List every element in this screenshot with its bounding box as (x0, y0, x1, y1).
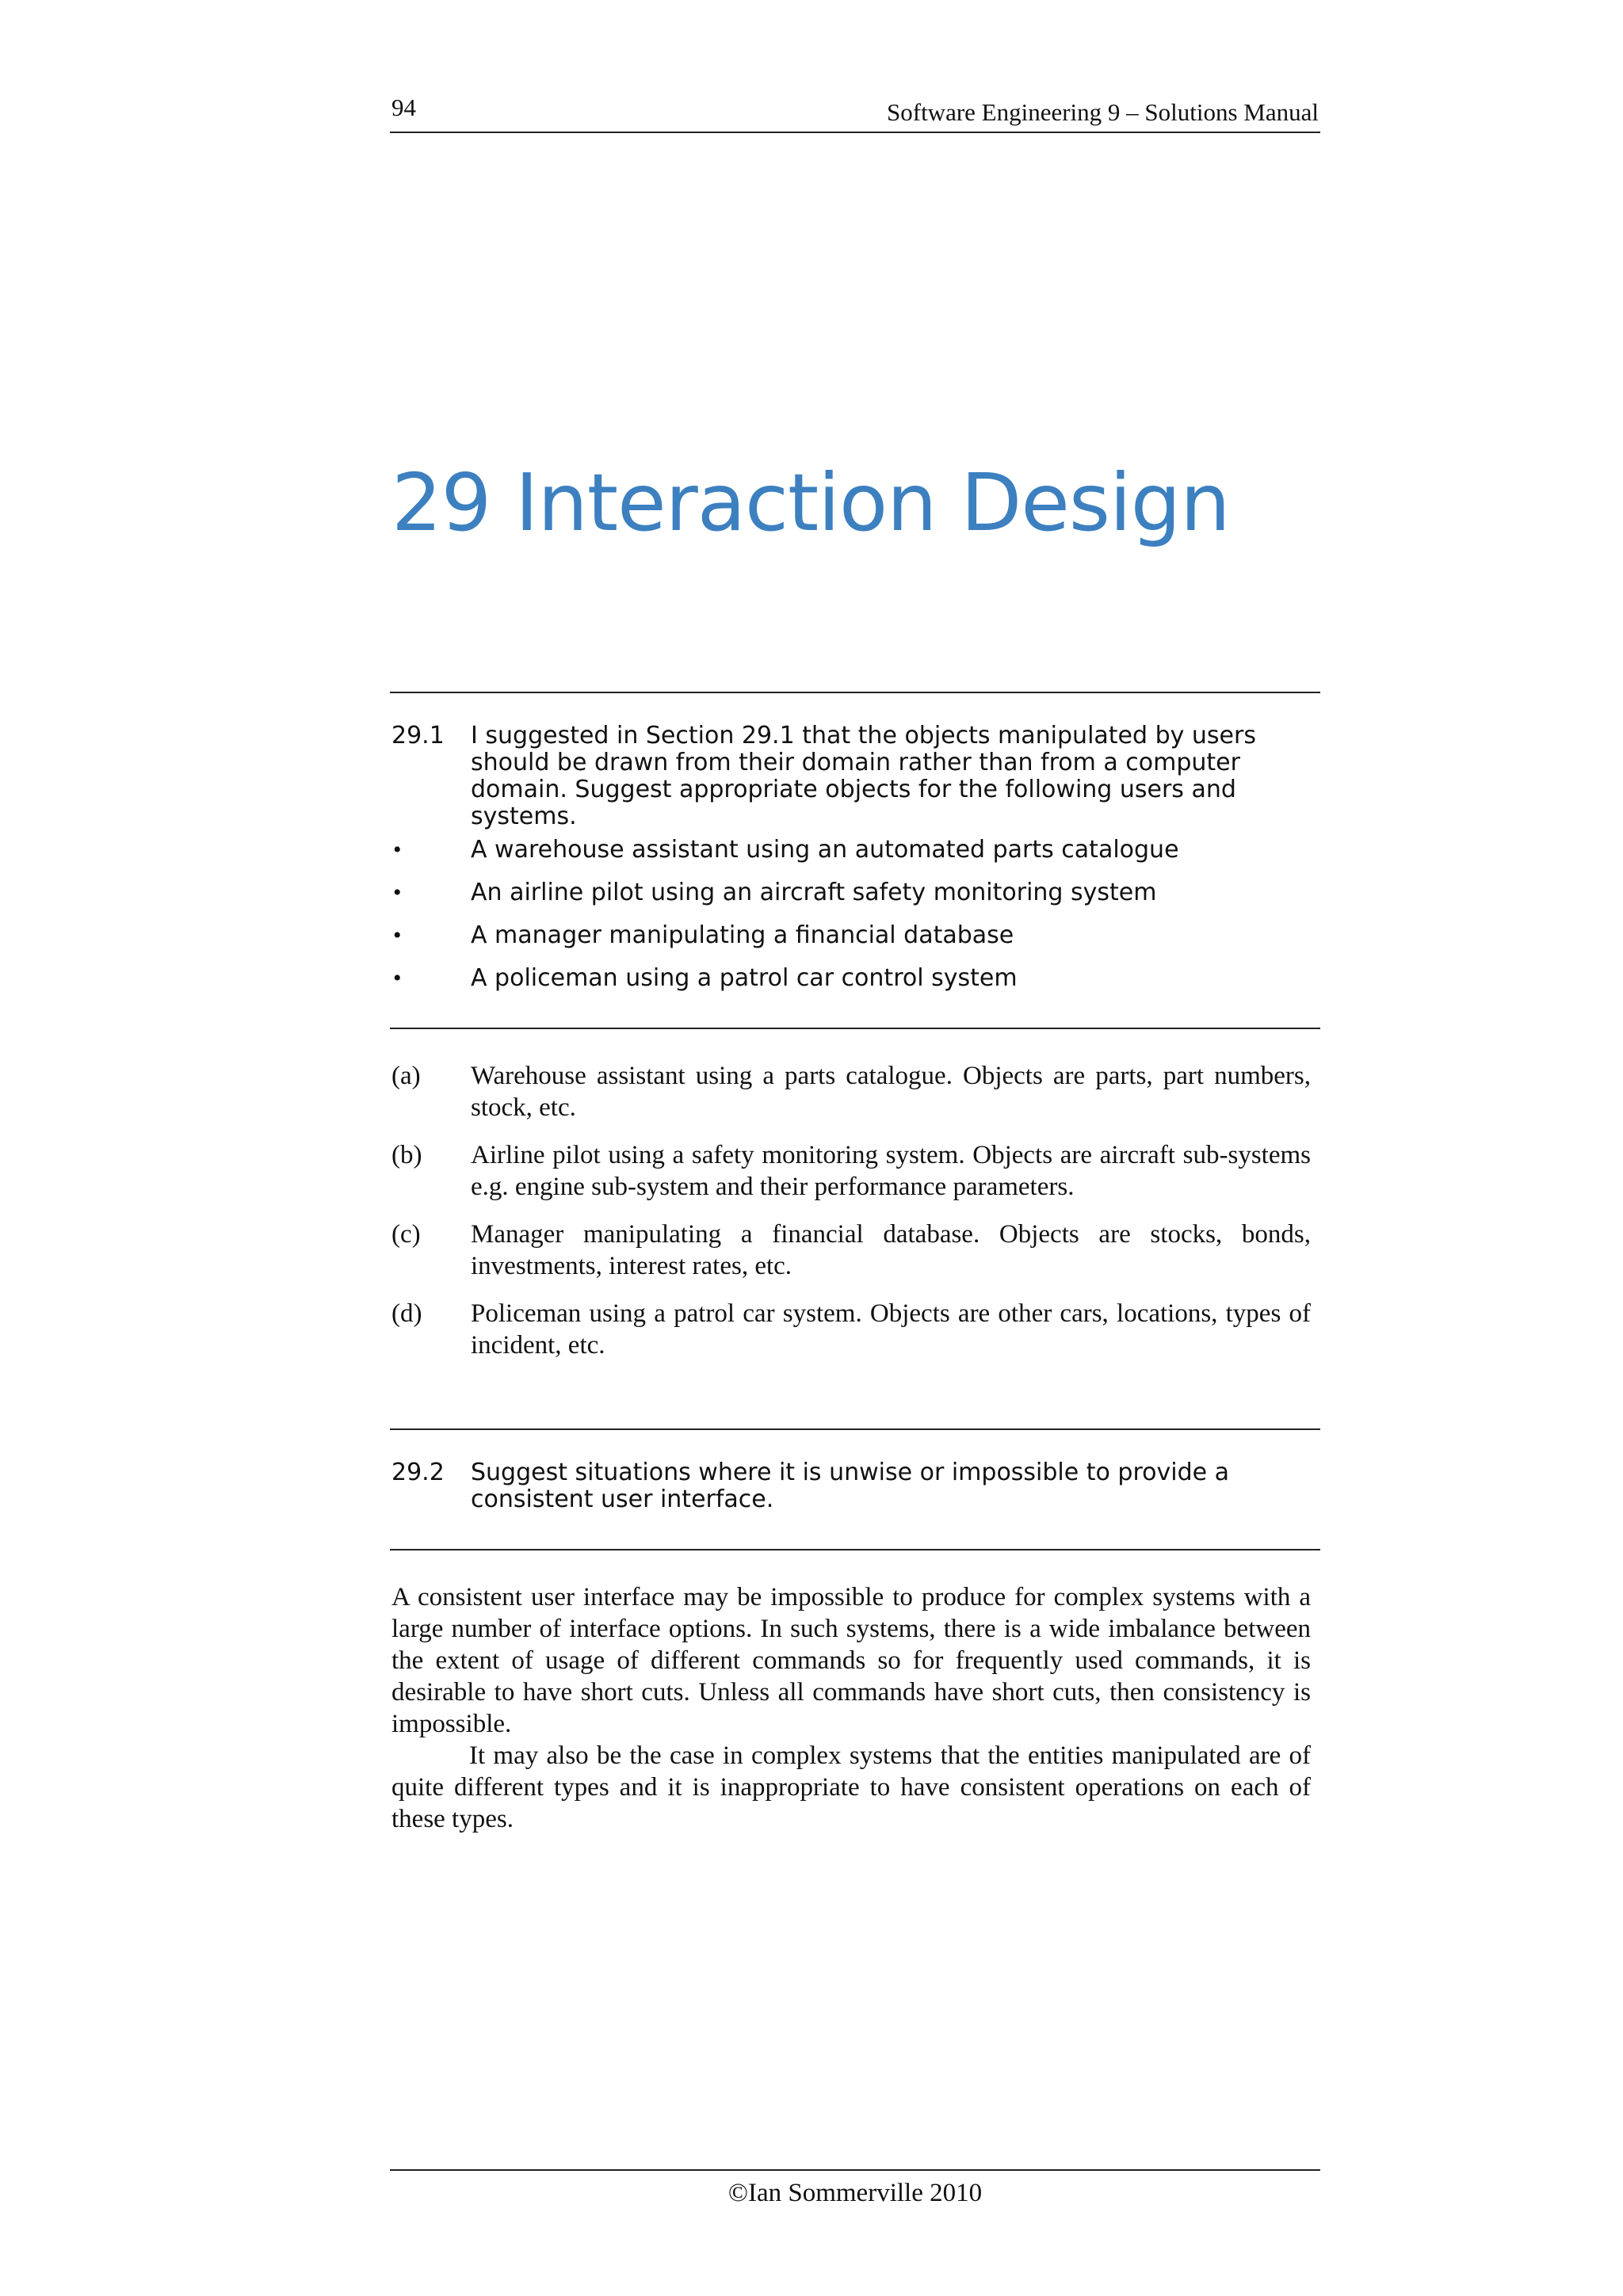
answer-2 (391, 1581, 1311, 1835)
footer-copyright: ©Ian Sommerville 2010 (727, 2179, 983, 2207)
answer-label: (b) (391, 1141, 422, 1169)
answer-2-paragraph-1: A consistent user interface may be impossible to produce for complex systems with a large number of interface options. In such systems, there is a wide imbalance between the extent of usage of different commands so for frequently used commands, it is desirable to have short cuts. Unless all commands have short cuts, then consistency is impossible. (391, 1583, 1311, 1738)
answer-text: Manager manipulating a financial database. Objects are stocks, bonds, investments, interest rates, etc. (471, 1220, 1311, 1280)
list-item (391, 879, 1319, 906)
answer-label: (d) (391, 1299, 422, 1328)
answer-1-list (391, 1060, 1311, 1377)
bullet-text: A policeman using a patrol car control system (471, 964, 1018, 992)
list-item (391, 965, 1319, 992)
question-2-bottom-rule (390, 1549, 1320, 1550)
question-1-bottom-rule (390, 1028, 1320, 1029)
bullet-mark: • (393, 922, 402, 948)
list-item (391, 837, 1319, 864)
answer-item-c (391, 1219, 1311, 1282)
question-1-bullet-list (391, 837, 1319, 1008)
bullet-mark: • (393, 879, 402, 906)
answer-item-b (391, 1139, 1311, 1203)
question-2-text: Suggest situations where it is unwise or impossible to provide a consistent user interface. (471, 1459, 1229, 1513)
page-number: 94 (391, 93, 416, 121)
list-item (391, 922, 1319, 949)
bullet-mark: • (393, 965, 402, 991)
header-rule (390, 132, 1320, 133)
question-2-number: 29.2 (391, 1459, 445, 1486)
bullet-text: An airline pilot using an aircraft safety monitoring system (471, 879, 1157, 906)
footer-rule (390, 2169, 1320, 2171)
bullet-text: A warehouse assistant using an automated parts catalogue (471, 836, 1179, 864)
chapter-title: 29 Interaction Design (391, 456, 1230, 549)
question-1-top-rule (390, 692, 1320, 693)
question-1-number: 29.1 (391, 722, 445, 749)
answer-text: Warehouse assistant using a parts catalogue. Objects are parts, part numbers, stock, etc. (471, 1062, 1311, 1122)
answer-text: Policeman using a patrol car system. Objects are other cars, locations, types of incident, etc. (471, 1299, 1311, 1360)
answer-label: (a) (391, 1062, 421, 1090)
answer-item-a (391, 1060, 1311, 1123)
answer-item-d (391, 1298, 1311, 1361)
answer-label: (c) (391, 1220, 421, 1249)
answer-text: Airline pilot using a safety monitoring system. Objects are aircraft sub-systems e.g. engine sub-system and their performance parameters. (471, 1141, 1311, 1201)
bullet-text: A manager manipulating a financial database (471, 921, 1014, 949)
bullet-mark: • (393, 837, 402, 863)
question-1-text: I suggested in Section 29.1 that the objects manipulated by users should be drawn from their domain rather than from a computer domain. Suggest appropriate objects for the following users and systems. (471, 722, 1256, 830)
answer-2-paragraph-2: It may also be the case in complex systems that the entities manipulated are of quite different types and it is inappropriate to have consistent operations on each of these types. (391, 1741, 1311, 1833)
question-1 (391, 723, 1319, 830)
running-head: Software Engineering 9 – Solutions Manual (887, 98, 1319, 126)
question-2-top-rule (390, 1428, 1320, 1430)
question-2 (391, 1459, 1319, 1513)
